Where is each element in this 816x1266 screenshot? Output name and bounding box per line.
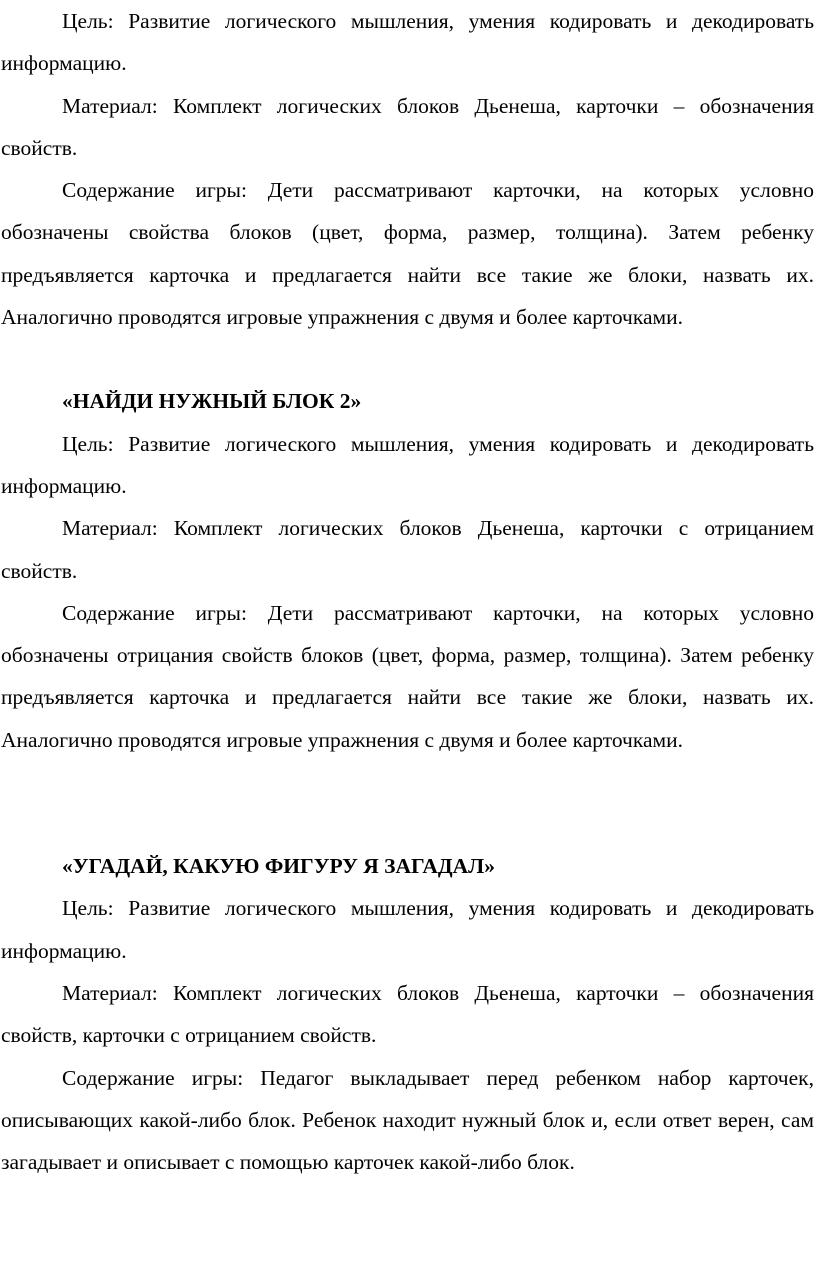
- content-paragraph: Содержание игры: Педагог выкладывает перед ребенком набор карточек, описывающих какой-либо блок. Ребенок находит нужный блок и, если ответ верен, сам загадывает и описывает с помощью карточек какой-либо блок.: [1, 1065, 814, 1175]
- goal-paragraph: Цель: Развитие логического мышления, умения кодировать и декодировать информацию.: [1, 9, 814, 76]
- section-heading: «УГАДАЙ, КАКУЮ ФИГУРУ Я ЗАГАДАЛ»: [62, 854, 495, 879]
- section-heading: «НАЙДИ НУЖНЫЙ БЛОК 2»: [62, 389, 362, 414]
- spacer: [1, 338, 814, 380]
- material-paragraph: Материал: Комплект логических блоков Дьенеша, карточки – обозначения свойств.: [1, 93, 814, 160]
- game-section-3: [1, 845, 814, 1183]
- spacer: [1, 761, 814, 845]
- content-paragraph: Содержание игры: Дети рассматривают карточки, на которых условно обозначены отрицания свойств блоков (цвет, форма, размер, толщина). Затем ребенку предъявляется карточка и предлагается найти все такие же блоки, назвать их. Аналогично проводятся игровые упражнения с двумя и более карточками.: [1, 600, 814, 752]
- material-paragraph: Материал: Комплект логических блоков Дьенеша, карточки – обозначения свойств, карточки с отрицанием свойств.: [1, 980, 814, 1048]
- game-section-1: [1, 0, 814, 338]
- content-paragraph: Содержание игры: Дети рассматривают карточки, на которых условно обозначены свойства блоков (цвет, форма, размер, толщина). Затем ребенку предъявляется карточка и предлагается найти все такие же блоки, назвать их. Аналогично проводятся игровые упражнения с двумя и более карточками.: [1, 178, 814, 330]
- goal-paragraph: Цель: Развитие логического мышления, умения кодировать и декодировать информацию.: [1, 431, 814, 498]
- material-paragraph: Материал: Комплект логических блоков Дьенеша, карточки с отрицанием свойств.: [1, 516, 814, 583]
- goal-paragraph: Цель: Развитие логического мышления, умения кодировать и декодировать информацию.: [1, 896, 814, 963]
- game-section-2: [1, 380, 814, 761]
